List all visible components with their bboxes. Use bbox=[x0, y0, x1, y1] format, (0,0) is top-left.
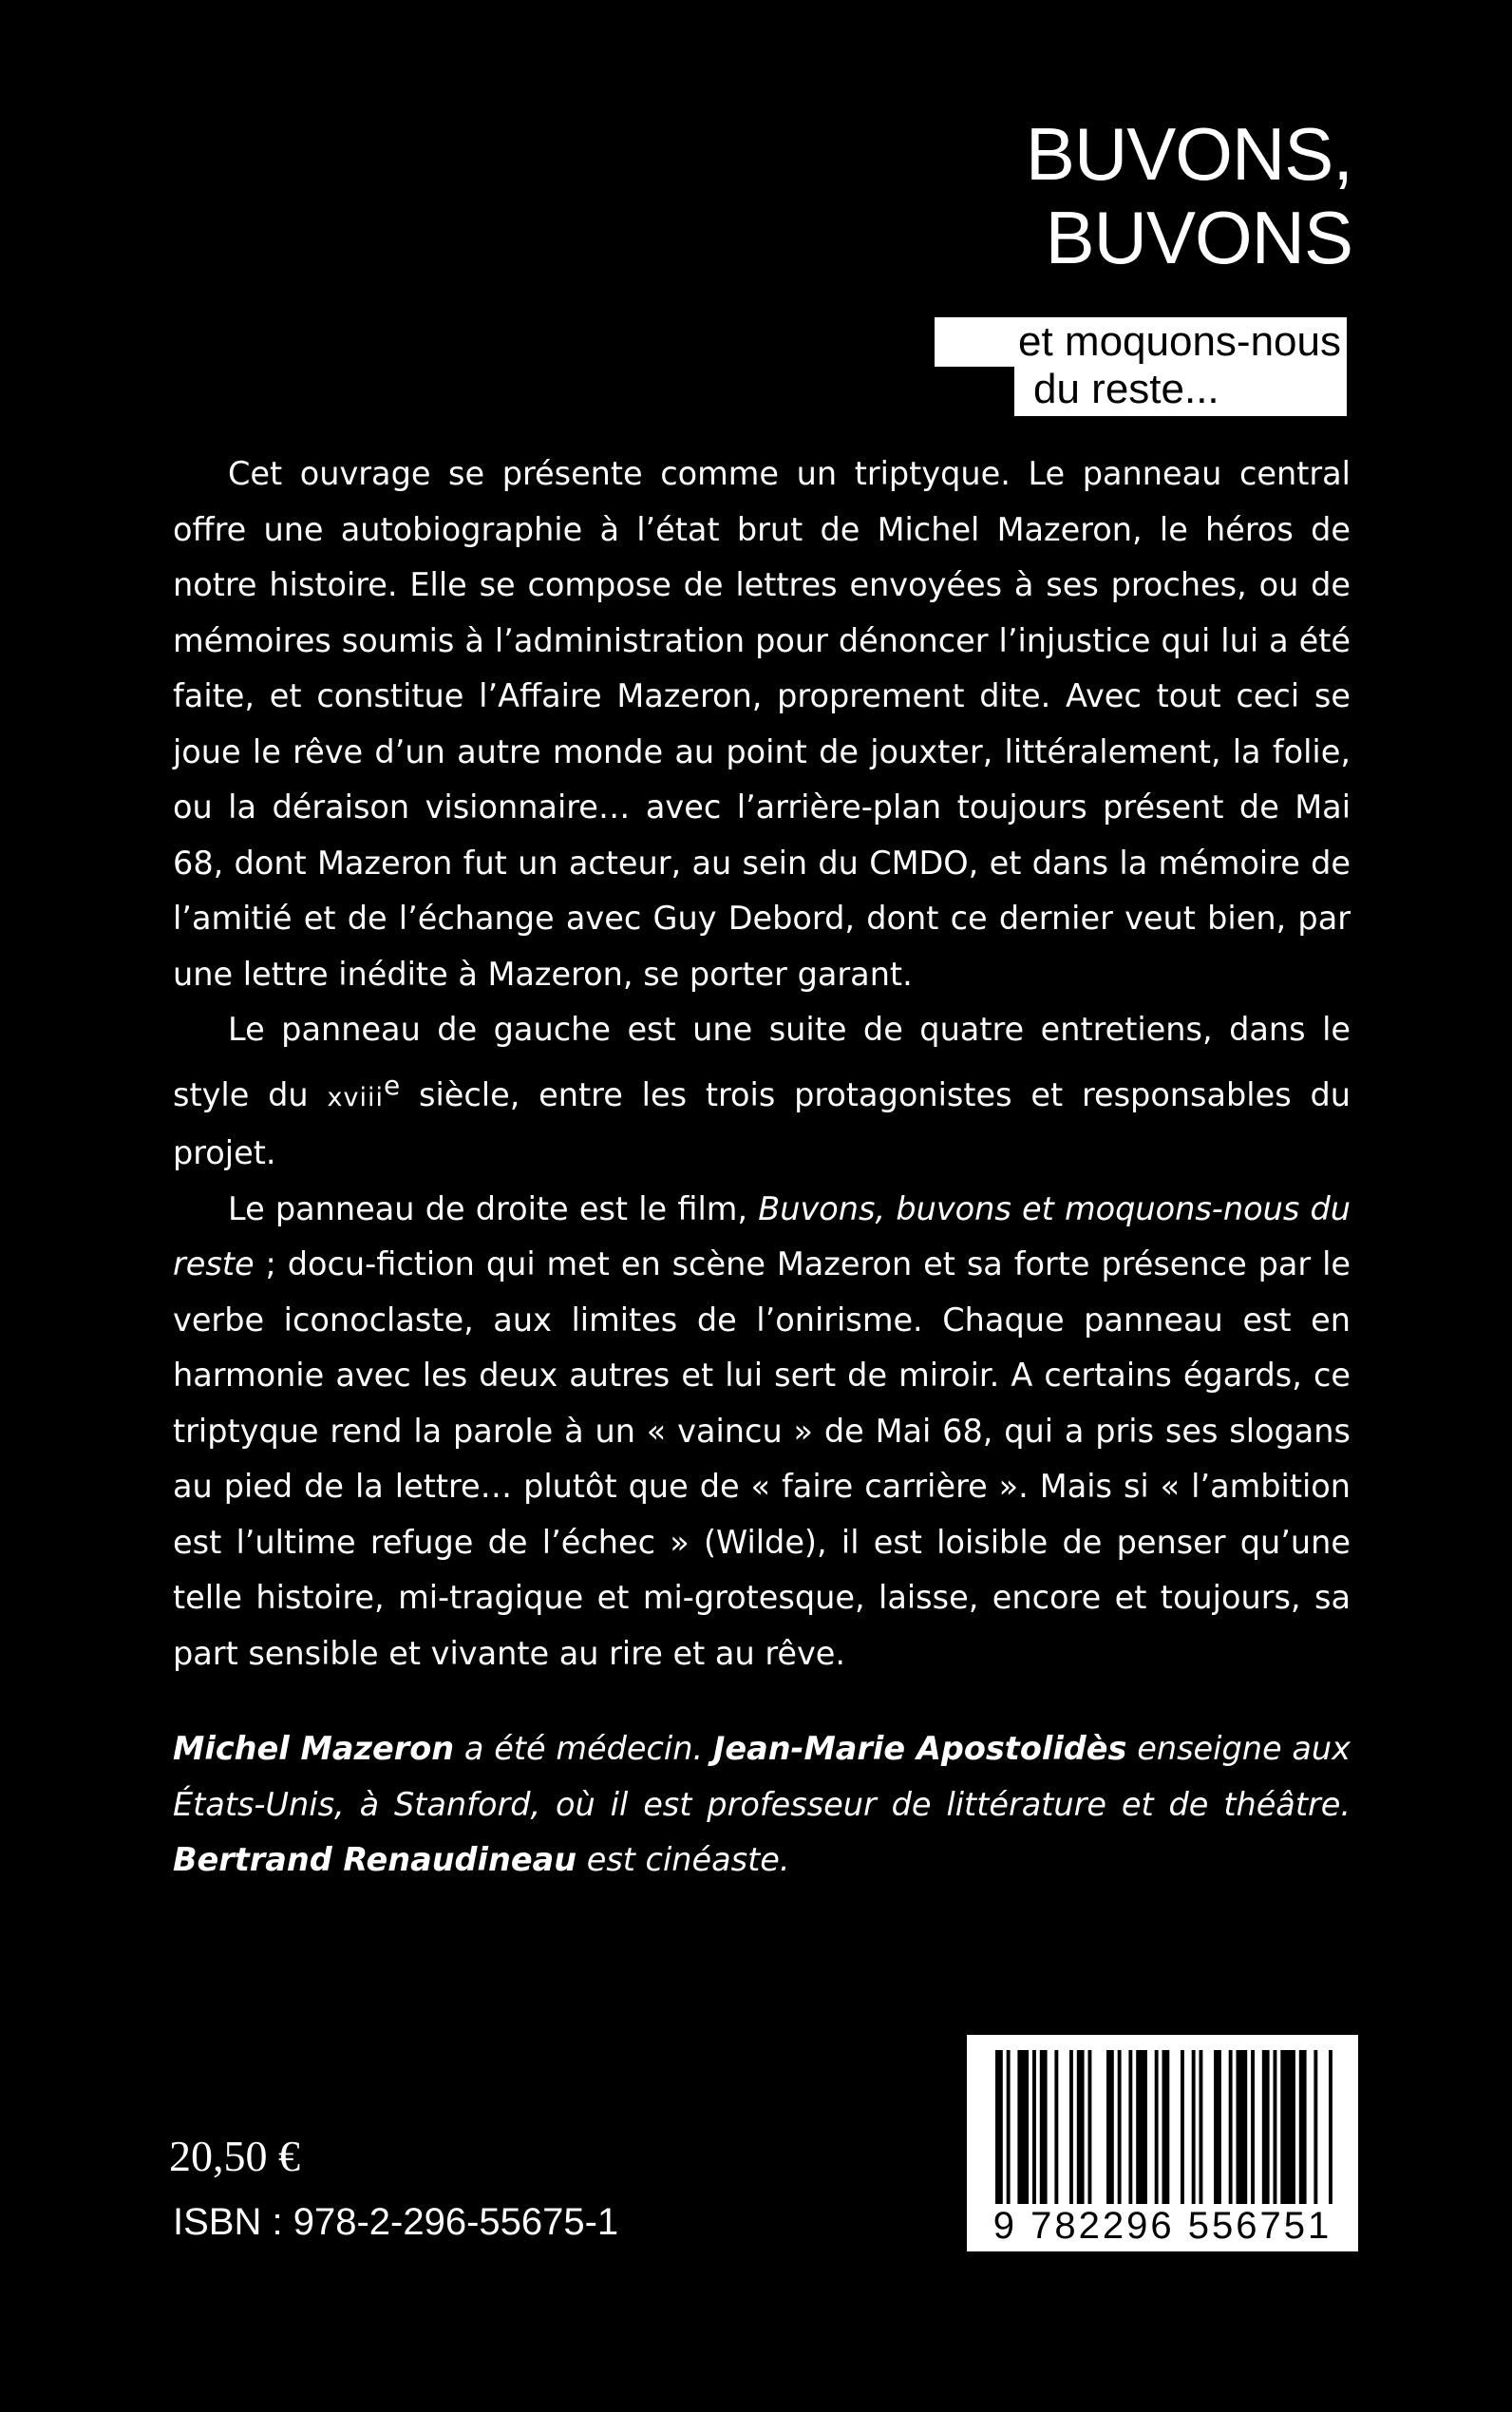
book-title bbox=[1026, 112, 1352, 279]
isbn: ISBN : 978-2-296-55675-1 bbox=[173, 2201, 619, 2243]
author-bio-3: est cinéaste. bbox=[576, 1841, 790, 1878]
description-paragraph-3 bbox=[173, 1182, 1351, 1682]
barcode bbox=[967, 2035, 1358, 2251]
film-title: Buvons, buvons et moquons-nous du reste bbox=[173, 1189, 1351, 1283]
author-name-1: Michel Mazeron bbox=[173, 1730, 455, 1767]
title-line-1: BUVONS, bbox=[1025, 112, 1352, 196]
title-line-2: BUVONS bbox=[1045, 196, 1352, 279]
paragraph-2-end: siècle, entre les trois protagonistes et responsables du projet. bbox=[173, 1075, 1351, 1172]
subtitle-line-1: et moquons-nous bbox=[1018, 318, 1341, 365]
paragraph-2-start: Le panneau de gauche est une suite de quatre entretiens, dans le style du bbox=[173, 1011, 1351, 1113]
author-bio-2: enseigne aux États-Unis, à Stanford, où il est professeur de littérature et de théâtre. bbox=[173, 1730, 1351, 1823]
description-paragraph-1: Cet ouvrage se présente comme un triptyque. Le panneau central offre une autobiographie à l’état brut de Michel Mazeron, le héros de notre histoire. Elle se compose de lettres envoyées à ses proches, ou de mémoires soumis à l’administration pour dénoncer l’injustice qui lui a été faite, et constitue l’Affaire Mazeron, proprement dite. Avec tout ceci se joue le rêve d’un autre monde au point de jouxter, littéralement, la folie, ou la déraison visionnaire… avec l’arrière-plan toujours présent de Mai 68, dont Mazeron fut un acteur, au sein du CMDO, et dans la mémoire de l’amitié et de l’échange avec Guy Debord, dont ce dernier veut bien, par une lettre inédite à Mazeron, se porter garant. bbox=[173, 455, 1351, 993]
author-bios bbox=[173, 1721, 1351, 1889]
book-description bbox=[173, 446, 1351, 1681]
barcode-digits: 9 782296 556751 bbox=[992, 2205, 1332, 2247]
price: 20,50 € bbox=[169, 2132, 300, 2180]
subtitle-line-2: du reste... bbox=[1033, 366, 1219, 412]
paragraph-3-start: Le panneau de droite est le film, bbox=[228, 1189, 759, 1227]
author-name-2: Jean-Marie Apostolidès bbox=[712, 1730, 1127, 1767]
author-bio-1: a été médecin. bbox=[454, 1730, 713, 1767]
author-name-3: Bertrand Renaudineau bbox=[173, 1841, 577, 1878]
century-superscript: e bbox=[383, 1069, 401, 1101]
paragraph-3-end: ; docu-fiction qui met en scène Mazeron et sa forte présence par le verbe iconoclaste, aux limites de l’onirisme. Chaque panneau est en harmonie avec les deux autres et lui sert de miroir. A certains égards, ce triptyque rend la parole à un « vaincu » de Mai 68, qui a pris ses slogans au pied de la lettre… plutôt que de « faire carrière ». Mais si « l’ambition est l’ultime refuge de l’échec » (Wilde), il est loisible de penser qu’une telle histoire, mi-tragique et mi-grotesque, laisse, encore et toujours, sa part sensible et vivante au rire et au rêve. bbox=[173, 1245, 1351, 1672]
description-paragraph-2 bbox=[173, 1002, 1351, 1182]
century-numeral: xviii bbox=[327, 1082, 384, 1112]
